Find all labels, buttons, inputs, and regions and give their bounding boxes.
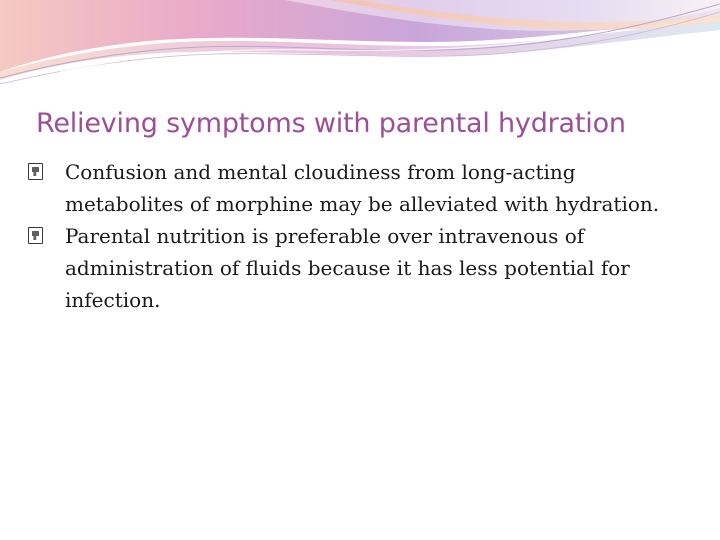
bullet-item: [28, 220, 678, 316]
bullet-text: Parental nutrition is preferable over intravenous of administration of fluids because it has less potential for infection.: [65, 224, 630, 312]
bullet-glyph-icon: [28, 163, 43, 180]
decorative-header-banner: [0, 0, 720, 90]
bullet-item: [28, 156, 678, 220]
bullet-text: Confusion and mental cloudiness from long-acting metabolites of morphine may be alleviated with hydration.: [65, 160, 660, 216]
bullet-list: [28, 156, 678, 316]
slide-title: Relieving symptoms with parental hydration: [36, 108, 626, 139]
bullet-glyph-icon: [28, 227, 43, 244]
